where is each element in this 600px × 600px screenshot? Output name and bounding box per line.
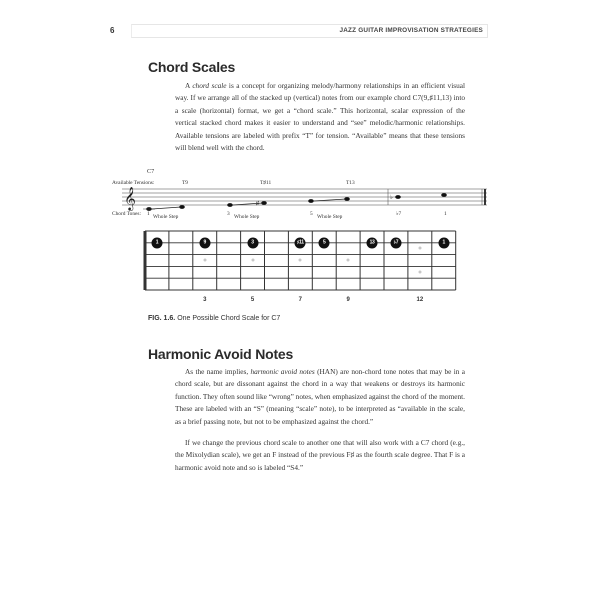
whole-step-label: Whole Step <box>234 214 260 220</box>
chord-tone-label: 5 <box>310 211 313 217</box>
tension-label: T9 <box>182 180 188 186</box>
fret-number: 12 <box>416 297 424 303</box>
inlay-dot-icon <box>251 259 254 262</box>
note-marker: 3 <box>247 237 258 248</box>
inlay-dot-icon <box>203 259 206 262</box>
han-paragraph-2: If we change the previous chord scale to another one that will also work with a C7 chord (e.g., the Mixolydian scale), we get an F instead of the previous F♯ as the fourth scale degree. That F is a harmonic avoid note and so is labeled “S4.” <box>175 438 465 472</box>
inlay-dot-icon <box>418 271 421 274</box>
svg-text:♯: ♯ <box>256 201 259 207</box>
section-title-chord-scales: Chord Scales <box>148 59 236 75</box>
note-marker: 13 <box>367 237 378 248</box>
para-text: (HAN) are non-chord tone notes that may be in a chord scale, but are dissonant against the chord in a way that weakens or destroys its harmonic function. They often sound like “wrong” notes, when emphasized against the chord of the moment. These are labeled with an “S” (meaning “scale” note), to be interpreted as “available in the scale, as a brief passing note, but not to be emphasized against the chord.” <box>175 367 465 426</box>
para-term: chord scale <box>192 81 227 90</box>
fret-number: 5 <box>250 297 255 303</box>
chord-tones-label: Chord Tones: <box>112 211 142 217</box>
chord-tone-label: ♭7 <box>396 211 402 217</box>
svg-text:♭: ♭ <box>390 195 393 201</box>
whole-step-label: Whole Step <box>317 214 343 220</box>
inlay-dot-icon <box>299 259 302 262</box>
inlay-dot-icon <box>418 247 421 250</box>
note-marker: 5 <box>319 237 330 248</box>
note-marker: 9 <box>199 237 210 248</box>
running-title: JAZZ GUITAR IMPROVISATION STRATEGIES <box>339 27 483 34</box>
figure-caption <box>148 315 280 322</box>
note-marker: ♭7 <box>390 237 401 248</box>
fret-number: 3 <box>203 297 207 303</box>
para-text: A <box>185 81 193 90</box>
whole-step-label: Whole Step <box>153 214 179 220</box>
para-term: harmonic avoid notes <box>250 367 315 376</box>
chord-tone-label: 1 <box>147 211 150 217</box>
figure-caption-text: One Possible Chord Scale for C7 <box>177 315 281 322</box>
figure-number: FIG. 1.6. <box>148 315 176 322</box>
inlay-dot-icon <box>347 259 350 262</box>
chord-tone-label: 1 <box>444 211 447 217</box>
tensions-label: Available Tensions: <box>112 180 155 186</box>
treble-clef-icon: 𝄞 <box>124 186 136 210</box>
fret-number: 9 <box>346 297 350 303</box>
fret-number: 7 <box>298 297 303 303</box>
tension-label: T13 <box>346 180 355 186</box>
chord-symbol: C7 <box>147 168 155 175</box>
chord-tone-label: 3 <box>227 211 230 217</box>
page-number: 6 <box>110 26 115 35</box>
note-marker: 1 <box>151 237 162 248</box>
para-text: is a concept for organizing melody/harmony relationships in an efficient visual way. If we arrange all of the stacked up (vertical) notes from our example chord C7(9,♯11,13) into a scale (horizontal) format, we get a “chord scale.” This horizontal, scalar expression of the vertical stacked chord makes it easier to understand and “see” melodic/harmonic relationships. Available tensions are labeled with prefix “T” for tension. “Available” means that these tensions will blend well with the chord. <box>175 81 465 153</box>
section-title-harmonic-avoid-notes: Harmonic Avoid Notes <box>148 346 294 362</box>
tension-label: T♯11 <box>260 180 272 186</box>
han-paragraph-1 <box>175 366 465 428</box>
note-marker: ♯11 <box>295 237 306 248</box>
para-text: As the name implies, <box>185 367 251 376</box>
note-marker: 1 <box>438 237 449 248</box>
